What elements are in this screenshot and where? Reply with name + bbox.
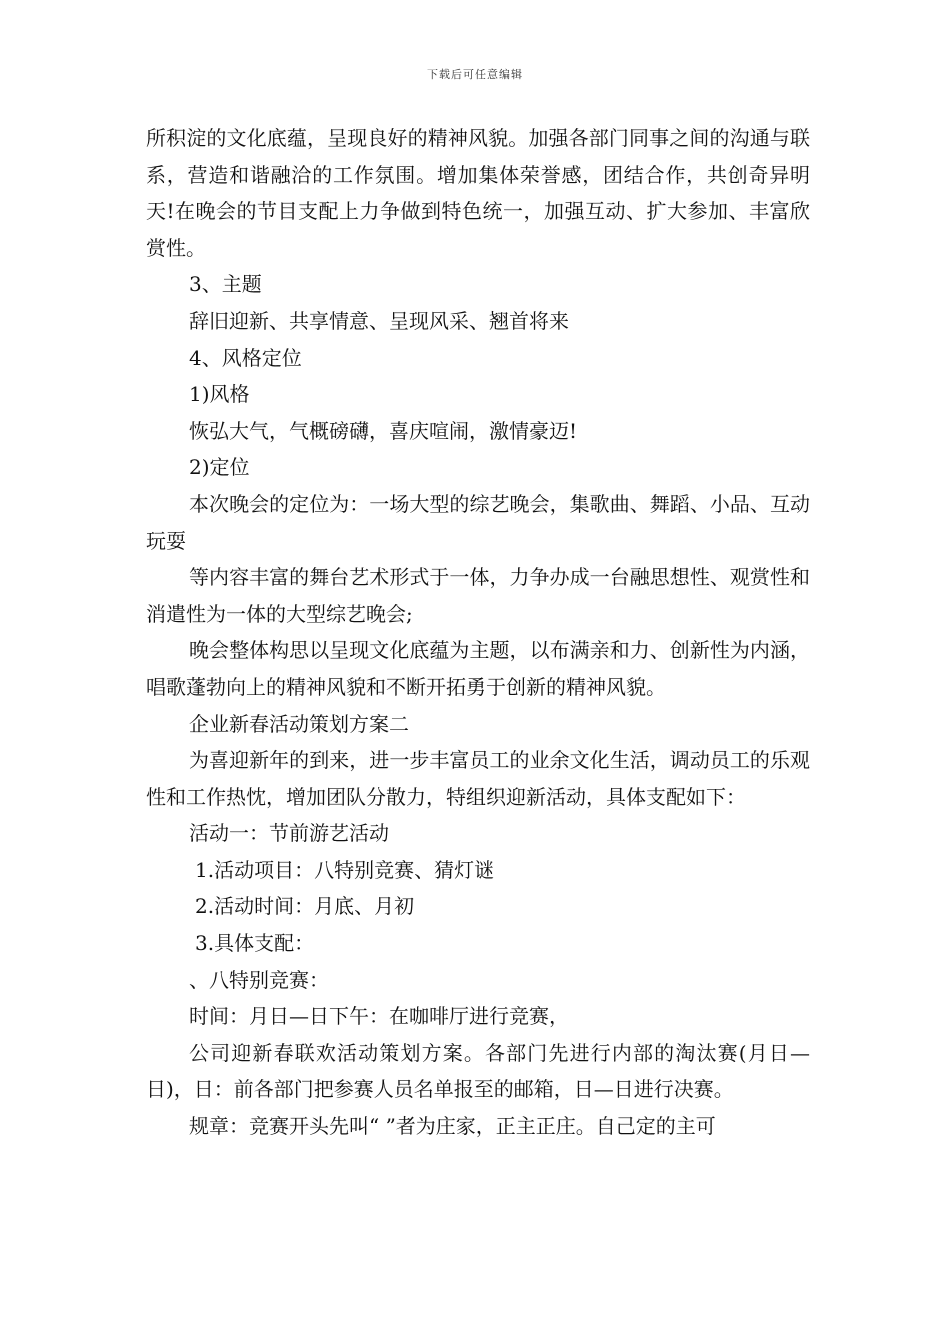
paragraph-style: 恢弘大气，气概磅礴，喜庆喧闹，激情豪迈! [189,418,578,443]
paragraph-plan-intro: 为喜迎新年的到来，进一步丰富员工的业余文化生活，调动员工的乐观性和工作热忱，增加团队分散力，特组织迎新活动，具体支配如下： [146,748,810,809]
subheading-style: 1)风格 [189,382,250,407]
paragraph-competition-time: 时间：月日—日下午：在咖啡厅进行竞赛， [189,1004,569,1029]
paragraph-positioning: 本次晚会的定位为：一场大型的综艺晚会，集歌曲、舞蹈、小品、互动玩耍 [146,491,810,553]
list-item-activity-items: 1.活动项目：八特别竞赛、猜灯谜 [195,857,495,882]
heading-style-positioning: 4、风格定位 [189,345,302,370]
paragraph-theme: 辞旧迎新、共享情意、呈现风采、翘首将来 [189,308,569,333]
document-body [146,120,810,1145]
paragraph-rules: 规章：竞赛开头先叫“ ”者为庄家，正主正庄。自己定的主可 [189,1114,716,1139]
page-header: 下载后可任意编辑 [427,68,523,81]
list-item-arrangement: 3.具体支配： [195,931,315,956]
paragraph-competition-rounds: 公司迎新春联欢活动策划方案。各部门先进行内部的淘汰赛(月日—日)，日：前各部门把参赛人员名单报至的邮箱，日—日进行决赛。 [146,1040,810,1102]
paragraph-concept: 晚会整体构思以呈现文化底蕴为主题，以布满亲和力、创新性为内涵，唱歌蓬勃向上的精神风貌和不断开拓勇于创新的精神风貌。 [146,638,810,699]
list-item-activity-time: 2.活动时间：月底、月初 [195,894,415,919]
subheading-positioning: 2)定位 [189,455,250,480]
heading-activity-one: 活动一：节前游艺活动 [189,821,389,846]
paragraph-intro: 所积淀的文化底蕴，呈现良好的精神风貌。加强各部门同事之间的沟通与联系，营造和谐融洽的工作氛围。增加集体荣誉感，团结合作，共创奇异明天!在晚会的节目支配上力争做到特色统一，加强互动、扩大参加、丰富欣赏性。 [146,126,810,260]
heading-plan-two: 企业新春活动策划方案二 [189,711,409,736]
heading-theme: 3、主题 [189,272,262,297]
paragraph-positioning-cont: 等内容丰富的舞台艺术形式于一体，力争办成一台融思想性、观赏性和消遣性为一体的大型综艺晚会; [146,565,810,626]
subheading-competition: 、八特别竞赛： [189,967,329,992]
